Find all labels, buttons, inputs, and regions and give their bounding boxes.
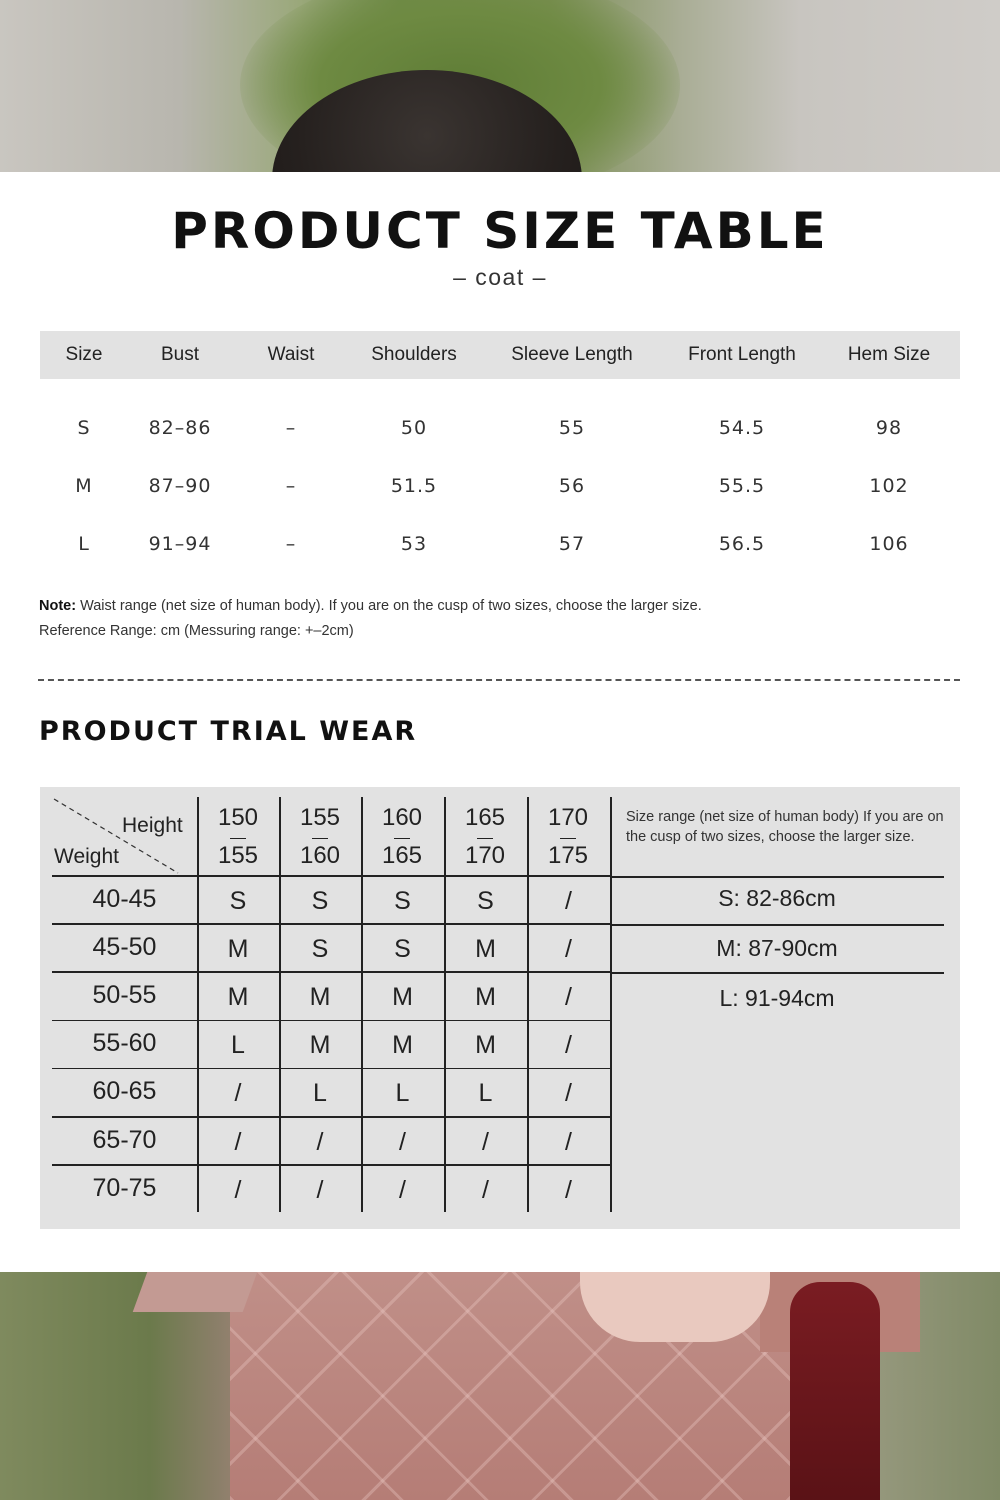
trial-size-cell: / [399, 1175, 406, 1204]
trial-size-cell: / [399, 1127, 406, 1156]
size-table-header [40, 331, 960, 379]
size-note [39, 594, 702, 644]
trial-title: PRODUCT TRIAL WEAR [39, 716, 418, 747]
height-header [444, 799, 526, 874]
height-to: 155 [217, 842, 259, 869]
cell-hem-size: 106 [869, 533, 909, 555]
range-dash [312, 838, 328, 839]
cell-waist: – [285, 475, 297, 497]
trial-size-cell: / [482, 1175, 489, 1204]
trial-size-cell: L [395, 1079, 410, 1108]
height-header [279, 799, 361, 874]
trial-wear-panel [40, 787, 960, 1229]
trial-size-cell: / [482, 1127, 489, 1156]
trial-size-cell: / [234, 1127, 242, 1156]
page-subtitle: – coat – [453, 264, 547, 290]
dashed-divider [38, 679, 960, 681]
trial-size-cell: / [234, 1175, 242, 1204]
height-from: 150 [217, 804, 259, 831]
height-header [361, 799, 443, 874]
trial-size-cell: S [311, 934, 329, 963]
trial-size-cell: L [313, 1079, 327, 1108]
header-waist: Waist [267, 344, 315, 365]
cell-sleeve-length: 57 [558, 533, 586, 555]
side-divider [610, 876, 944, 878]
header-front-length: Front Length [688, 344, 796, 365]
trial-size-cell: M [309, 1031, 331, 1060]
jacket-sleeve [133, 1272, 258, 1312]
red-handbag [790, 1282, 880, 1500]
weight-label: 65-70 [92, 1125, 157, 1154]
trial-size-cell: / [316, 1127, 324, 1156]
height-to: 175 [547, 842, 589, 869]
height-header [197, 799, 279, 874]
trial-size-cell: L [231, 1031, 245, 1060]
cell-bust: 82–86 [148, 417, 212, 439]
side-divider [610, 972, 944, 974]
header-bust: Bust [160, 344, 200, 365]
top-photo [0, 0, 1000, 172]
size-table-body [40, 379, 960, 573]
cell-hem-size: 98 [875, 417, 903, 439]
trial-size-cell: M [392, 982, 413, 1011]
size-table [40, 331, 960, 573]
cell-front-length: 55.5 [718, 475, 766, 497]
cell-shoulders: 50 [400, 417, 428, 439]
height-header [527, 799, 609, 874]
cell-hem-size: 102 [869, 475, 909, 497]
cell-size: S [77, 417, 91, 439]
header-sleeve-length: Sleeve Length [511, 344, 633, 365]
trial-size-cell: / [316, 1175, 324, 1204]
page-title: PRODUCT SIZE TABLE [171, 202, 829, 260]
cell-waist: – [285, 533, 297, 555]
trial-size-cell: S [229, 886, 247, 915]
trial-size-cell: M [475, 934, 496, 963]
trial-size-cell: L [478, 1079, 493, 1108]
range-dash [560, 838, 576, 839]
trial-size-cell: S [394, 934, 411, 963]
side-value-s: S: 82-86cm [718, 885, 836, 911]
trial-size-cell: / [565, 1175, 572, 1204]
weight-label: 45-50 [92, 932, 157, 961]
table-row [40, 399, 960, 457]
cell-waist: – [285, 417, 297, 439]
corner-height-label: Height [122, 814, 183, 837]
size-card [0, 172, 1000, 1272]
trial-size-cell: M [227, 982, 249, 1011]
trial-side-note: Size range (net size of human body) If you are on the cusp of two sizes, choose the larger size. [626, 809, 944, 845]
height-to: 170 [464, 842, 506, 869]
height-from: 165 [464, 804, 506, 831]
cell-sleeve-length: 56 [558, 475, 586, 497]
trial-size-cell: M [475, 982, 496, 1011]
cell-size: M [75, 475, 93, 497]
table-row [40, 457, 960, 515]
note-reference: Reference Range: cm (Messuring range: +–2cm) [39, 623, 354, 639]
side-value-l: L: 91-94cm [719, 985, 835, 1011]
weight-label: 60-65 [92, 1077, 157, 1106]
cell-front-length: 56.5 [718, 533, 766, 555]
trial-size-cell: / [565, 1127, 572, 1156]
cell-sleeve-length: 55 [558, 417, 586, 439]
trial-size-cell: M [227, 934, 249, 963]
trial-size-cell: / [234, 1079, 242, 1108]
note-text: Waist range (net size of human body). If you are on the cusp of two sizes, choose the larger size. [80, 598, 702, 614]
trial-size-cell: S [394, 886, 411, 915]
trial-size-cell: M [392, 1031, 413, 1060]
height-from: 160 [381, 804, 423, 831]
table-row [40, 515, 960, 573]
range-dash [477, 838, 493, 839]
trial-size-cell: S [311, 886, 329, 915]
weight-label: 70-75 [92, 1173, 157, 1202]
header-size: Size [65, 344, 103, 365]
range-dash [230, 838, 246, 839]
cell-shoulders: 51.5 [390, 475, 438, 497]
cell-front-length: 54.5 [718, 417, 766, 439]
trial-size-cell: / [565, 934, 572, 963]
trial-size-cell: M [309, 982, 331, 1011]
range-dash [394, 838, 410, 839]
header-hem-size: Hem Size [847, 344, 931, 365]
corner-weight-label: Weight [54, 845, 119, 868]
weight-label: 50-55 [92, 980, 157, 1009]
header-shoulders: Shoulders [371, 344, 457, 365]
note-label: Note: [39, 598, 77, 614]
weight-label: 55-60 [92, 1029, 157, 1058]
trial-size-cell: / [565, 886, 572, 915]
trial-size-cell: / [565, 982, 572, 1011]
cell-bust: 87–90 [148, 475, 212, 497]
cell-size: L [78, 533, 90, 555]
trial-size-cell: M [475, 1031, 496, 1060]
height-from: 155 [299, 804, 341, 831]
cell-bust: 91–94 [148, 533, 212, 555]
height-from: 170 [547, 804, 589, 831]
bottom-photo [0, 1272, 1000, 1500]
model-hand [580, 1272, 770, 1342]
side-divider [610, 924, 944, 926]
height-to: 165 [381, 842, 423, 869]
side-value-m: M: 87-90cm [716, 935, 838, 961]
height-to: 160 [299, 842, 341, 869]
trial-size-cell: / [565, 1031, 572, 1060]
weight-label: 40-45 [92, 884, 157, 913]
trial-size-cell: / [565, 1079, 572, 1108]
cell-shoulders: 53 [400, 533, 428, 555]
trial-size-cell: S [477, 886, 494, 915]
